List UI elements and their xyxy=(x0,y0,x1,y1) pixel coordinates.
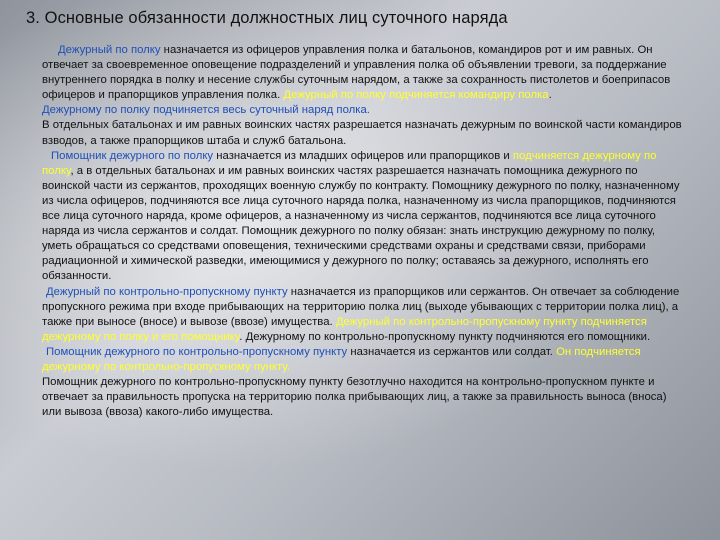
slide-body xyxy=(42,43,682,420)
subordinates-duty-officer: Дежурному по полку подчиняется весь суточный наряд полка. xyxy=(42,104,370,117)
paragraph-duty-officer xyxy=(42,43,682,103)
subordination-assistant: подчиняется дежурному по полку xyxy=(42,149,657,177)
text-assistant-intro: назначается из младших офицеров или прапорщиков и xyxy=(213,149,513,162)
paragraph-checkpoint-assistant-duties xyxy=(42,375,682,420)
text-period: . xyxy=(548,89,552,102)
term-duty-officer: Дежурный по полку xyxy=(58,44,161,56)
subordination-checkpoint-duty: Дежурный по контрольно-пропускному пункту подчиняется дежурному по полку и его помощнику xyxy=(42,315,647,343)
text-assistant-duties: , а в отдельных батальонах и им равных воинских частях разрешается назначать помощника дежурного по воинской части из сержантов, проходящих военную службу по контракту. Помощнику дежурного по полку, назначенному из числа офицеров, подчиняются все лица суточного наряда полка, назначенному из числа прапорщиков, подчиняются все лица суточного наряда, кроме офицеров, а назначенному из числа сержантов, подчиняются все лица суточного наряда из числа сержантов и солдат. Помощник дежурного по полку обязан: знать инструкцию дежурному по полку, уметь обращаться со средствами оповещения, техническими средствами охраны и средствами связи, приборами радиационной и химической разведки, имеющимися у дежурного по полку; оставаясь за дежурного, исполнять его обязанности. xyxy=(42,164,680,283)
term-assistant-duty-officer: Помощник дежурного по полку xyxy=(51,149,214,162)
paragraph-checkpoint-assistant xyxy=(42,345,682,375)
text-duty-officer: назначается из офицеров управления полка и батальонов, командиров рот и им равных. Он отвечает за своевременное оповещение подразделений и управления полка об объявлении тревоги, за поддержание внутреннего порядка в полку и несение службы суточным нарядом, а также за сохранность пистолетов и боеприпасов офицеров и прапорщиков управления полка. xyxy=(42,44,671,102)
text-checkpoint-duty: назначается из прапорщиков или сержантов. Он отвечает за соблюдение пропускного режима при входе прибывающих на территорию полка лиц (выходе убывающих с территории полка лиц), а также при выносе (вносе) и вывозе (ввозе) имущества. xyxy=(42,285,680,328)
text-separate-battalions: В отдельных батальонах и им равных воинских частях разрешается назначать дежурным по воинской части командиров взводов, а также прапорщиков штаба и служб батальона. xyxy=(42,119,682,147)
paragraph-duty-staff xyxy=(42,103,682,118)
slide-title: 3. Основные обязанности должностных лиц суточного наряда xyxy=(26,9,508,27)
term-checkpoint-duty: Дежурный по контрольно-пропускному пункту xyxy=(46,285,288,298)
subordination-duty-officer: Дежурный по полку подчиняется командиру полка xyxy=(283,89,549,102)
text-checkpoint-assistant-duties: Помощник дежурного по контрольно-пропускному пункту безотлучно находится на контрольно-пропускном пункте и отвечает за правильность пропуска на территорию полка прибывающих лиц, а также за правильность выноса (вноса) или вывоза (ввоза) какого-либо имущества. xyxy=(42,376,667,419)
text-checkpoint-helpers: . Дежурному по контрольно-пропускному пункту подчиняются его помощники. xyxy=(239,330,651,343)
text-checkpoint-assistant: назначается из сержантов или солдат. xyxy=(347,345,557,358)
subordination-checkpoint-assistant: Он подчиняется дежурному по контрольно-пропускному пункту. xyxy=(42,345,641,373)
paragraph-checkpoint-duty xyxy=(42,285,682,345)
paragraph-assistant-duty-officer xyxy=(42,149,682,285)
paragraph-separate-battalions xyxy=(42,118,682,148)
term-checkpoint-assistant: Помощник дежурного по контрольно-пропускному пункту xyxy=(46,345,348,358)
